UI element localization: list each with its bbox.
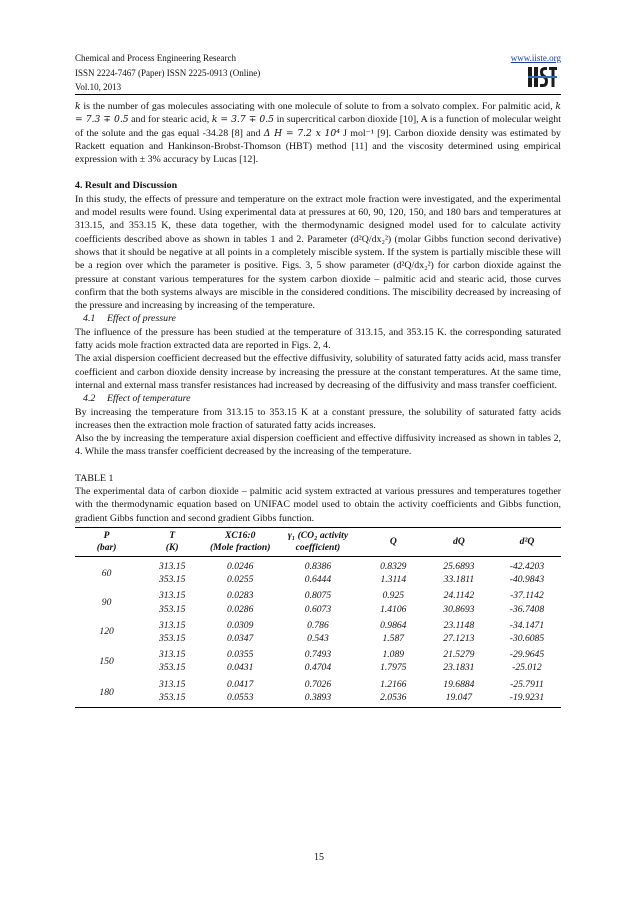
section-heading: 4. Result and Discussion xyxy=(75,180,178,192)
k-stearic-equation: k = 3.7 ∓ 0.5 xyxy=(211,114,275,126)
cell-mole-fraction: 0.0347 xyxy=(227,632,254,644)
table-row xyxy=(75,573,561,586)
data-table xyxy=(75,527,561,708)
cell-mole-fraction: 0.0255 xyxy=(227,574,254,586)
cell-d2q: -40.9843 xyxy=(509,574,545,586)
cell-q: 1.7975 xyxy=(380,662,407,674)
cell-mole-fraction: 0.0283 xyxy=(227,590,254,602)
col-header-dq: dQ xyxy=(425,527,493,556)
k-palmitic-equation: k = 7.3 ∓ 0.5 xyxy=(75,101,561,126)
page-number: 15 xyxy=(314,852,324,863)
cell-activity-coefficient: 0.7493 xyxy=(304,649,332,661)
iiste-logo-icon xyxy=(525,64,559,90)
cell-dq: 33.1811 xyxy=(443,574,475,586)
journal-issn: ISSN 2224-7467 (Paper) ISSN 2225-0913 (Online) xyxy=(75,67,261,78)
cell-mole-fraction: 0.0309 xyxy=(227,619,254,631)
col-header-activity-coefficient: γ₁ (CO₂ activity coefficient) xyxy=(274,527,361,556)
table-row xyxy=(75,603,561,616)
cell-temperature: 353.15 xyxy=(158,662,186,674)
cell-activity-coefficient: 0.4704 xyxy=(304,662,332,674)
cell-d2q: -36.7408 xyxy=(509,603,545,615)
table-row xyxy=(75,675,561,691)
table-row xyxy=(75,645,561,661)
cell-dq: 25.6893 xyxy=(443,560,475,572)
cell-pressure: 120 xyxy=(99,626,114,638)
cell-dq: 24.1142 xyxy=(443,590,475,602)
cell-q: 1.3114 xyxy=(380,574,407,586)
cell-dq: 19.047 xyxy=(425,691,493,708)
journal-url-link[interactable]: www.iiste.org xyxy=(510,53,561,63)
subsection-heading-temperature: 4.2 Effect of temperature xyxy=(83,393,191,405)
table-row xyxy=(75,556,561,573)
page-header xyxy=(75,51,561,95)
cell-d2q: -19.9231 xyxy=(493,691,561,708)
cell-q: 1.2166 xyxy=(380,678,407,690)
cell-pressure: 90 xyxy=(101,596,112,608)
cell-activity-coefficient: 0.8386 xyxy=(304,560,332,572)
cell-mole-fraction: 0.0553 xyxy=(206,691,274,708)
cell-temperature: 353.15 xyxy=(158,603,186,615)
table-row xyxy=(75,586,561,602)
cell-pressure: 60 xyxy=(101,567,112,579)
cell-dq: 23.1148 xyxy=(443,619,475,631)
cell-d2q: -25.7911 xyxy=(510,678,544,690)
table-header-row xyxy=(75,527,561,556)
cell-temperature: 313.15 xyxy=(158,678,186,690)
cell-d2q: -42.4203 xyxy=(509,560,545,572)
cell-temperature: 353.15 xyxy=(158,574,186,586)
col-header-pressure: P (bar) xyxy=(75,527,138,556)
table-row xyxy=(75,661,561,674)
table-body xyxy=(75,556,561,707)
col-header-q: Q xyxy=(362,527,425,556)
cell-activity-coefficient: 0.6444 xyxy=(304,574,332,586)
header-divider xyxy=(75,94,561,95)
cell-temperature: 313.15 xyxy=(158,590,186,602)
table-row xyxy=(75,616,561,632)
cell-mole-fraction: 0.0431 xyxy=(227,662,254,674)
col-header-temperature: T (K) xyxy=(138,527,206,556)
k-symbol: k xyxy=(75,101,81,112)
cell-temperature: 313.15 xyxy=(158,619,186,631)
cell-dq: 23.1831 xyxy=(443,662,475,674)
cell-d2q: -30.6085 xyxy=(509,632,545,644)
cell-dq: 27.1213 xyxy=(443,632,475,644)
cell-q: 2.0536 xyxy=(362,691,425,708)
temperature-paragraph-1: By increasing the temperature from 313.15 to 353.15 K at a constant pressure, the solubility of saturated fatty acids increases then the extraction mole fraction of saturated fatty acids increases. xyxy=(75,406,561,431)
enthalpy-equation: Δ H = 7.2 x 10⁴ xyxy=(263,127,340,139)
journal-title: Chemical and Process Engineering Research xyxy=(75,53,236,63)
cell-activity-coefficient: 0.543 xyxy=(307,632,329,644)
section-paragraph: In this study, the effects of pressure and temperature on the extract mole fraction were investigated, and the experimental and model results were found. Using experimental data at pressures at 60, 90, 120, 150, and 180 bars and temperatures at 313.15, and 353.15 K, these data together, with the thermodynamic designed model used for to calculate activity coefficients described above as shown in tables 1 and 2. Parameter (d²Q/dx₂²) (molar Gibbs function second derivative) shows that it should be negative at all points in a completely miscible system. If the system is partially miscible these will be a region over which the parameter is positive. Figs. 3, 5 show parameter (d²Q/dx₂²) for carbon dioxide against the pressure at constant various temperatures for the system carbon dioxide – palmitic acid and stearic acid, those curves confirm that the both systems always are miscible in the considered conditions. The miscibility decreased by increasing of the pressure and increasing by increasing of the temperature. xyxy=(75,193,561,312)
cell-activity-coefficient: 0.6073 xyxy=(304,603,332,615)
cell-pressure: 150 xyxy=(99,655,114,667)
cell-d2q: -34.1471 xyxy=(509,619,545,631)
table-label: TABLE 1 xyxy=(75,472,114,484)
intro-paragraph: k is the number of gas molecules associating with one molecule of solute to from a solvato complex. For palmitic acid, k = 7.3 ∓ 0.5 and for stearic acid, k = 3.7 ∓ 0.5 in supercritical carbon dioxide [10], A is a function of molecular weight of the solute and the gas equal -34.28 [8] and Δ H = 7.2 x 10⁴ J mol⁻¹ [9]. Carbon dioxide density was estimated by Rackett equation and Hankinson-Brobst-Thomson (HBT) method [11] and the viscosity determined using empirical expression with ± 3% accuracy by Lucas [12]. xyxy=(75,101,561,166)
cell-dq: 19.6884 xyxy=(443,678,475,690)
journal-volume: Vol.10, 2013 xyxy=(75,82,122,92)
cell-q: 0.8329 xyxy=(380,560,407,572)
col-header-d2q: d²Q xyxy=(493,527,561,556)
cell-d2q: -29.9645 xyxy=(509,649,545,661)
subsection-heading-pressure: 4.1 Effect of pressure xyxy=(83,313,176,325)
cell-activity-coefficient: 0.3893 xyxy=(274,691,361,708)
cell-dq: 30.8693 xyxy=(443,603,475,615)
cell-pressure: 180 xyxy=(75,675,138,708)
pressure-paragraph-1: The influence of the pressure has been studied at the temperature of 313.15, and 353.15 K. the corresponding saturated fatty acids mole fraction extracted data are reported in Figs. 2, 4. xyxy=(75,326,561,352)
cell-d2q: -37.1142 xyxy=(510,590,544,602)
table-caption: The experimental data of carbon dioxide – palmitic acid system extracted at various pressures and temperatures together with the thermodynamic equation based on UNIFAC model used to obtain the activity coefficients and Gibbs function, gradient Gibbs function and second gradient Gibbs function. xyxy=(75,486,561,524)
table-row xyxy=(75,691,561,708)
cell-q: 1.587 xyxy=(382,632,405,644)
cell-temperature: 353.15 xyxy=(158,632,186,644)
cell-mole-fraction: 0.0355 xyxy=(227,649,254,661)
cell-q: 0.9864 xyxy=(380,619,407,631)
cell-temperature: 353.15 xyxy=(138,691,206,708)
col-header-mole-fraction: XC16:0 (Mole fraction) xyxy=(206,527,274,556)
table-row xyxy=(75,632,561,645)
cell-dq: 21.5279 xyxy=(443,649,475,661)
cell-q: 0.925 xyxy=(382,590,405,602)
cell-temperature: 313.15 xyxy=(158,649,186,661)
cell-q: 1.4106 xyxy=(380,603,407,615)
cell-mole-fraction: 0.0286 xyxy=(227,603,254,615)
temperature-paragraph-2: Also the by increasing the temperature axial dispersion coefficient and effective diffusivity increased as shown in tables 2, 4. While the mass transfer coefficient decreased by the increasing of the temperature. xyxy=(75,433,561,458)
cell-temperature: 313.15 xyxy=(158,560,186,572)
cell-q: 1.089 xyxy=(382,649,405,661)
cell-mole-fraction: 0.0417 xyxy=(227,678,254,690)
article-body xyxy=(75,100,561,708)
cell-activity-coefficient: 0.8075 xyxy=(304,590,332,602)
cell-activity-coefficient: 0.7026 xyxy=(304,678,332,690)
cell-mole-fraction: 0.0246 xyxy=(227,560,254,572)
pressure-paragraph-2: The axial dispersion coefficient decreased but the effective diffusivity, solubility of saturated fatty acids acid, mass transfer coefficient and carbon dioxide density increase by increasing the pressure at the constant temperatures. At the same time, internal and external mass transfer resistances had increased by decreasing of the diffusivity and mass transfer coefficient. xyxy=(75,353,561,391)
cell-d2q: -25.012 xyxy=(512,662,542,674)
cell-activity-coefficient: 0.786 xyxy=(307,619,329,631)
